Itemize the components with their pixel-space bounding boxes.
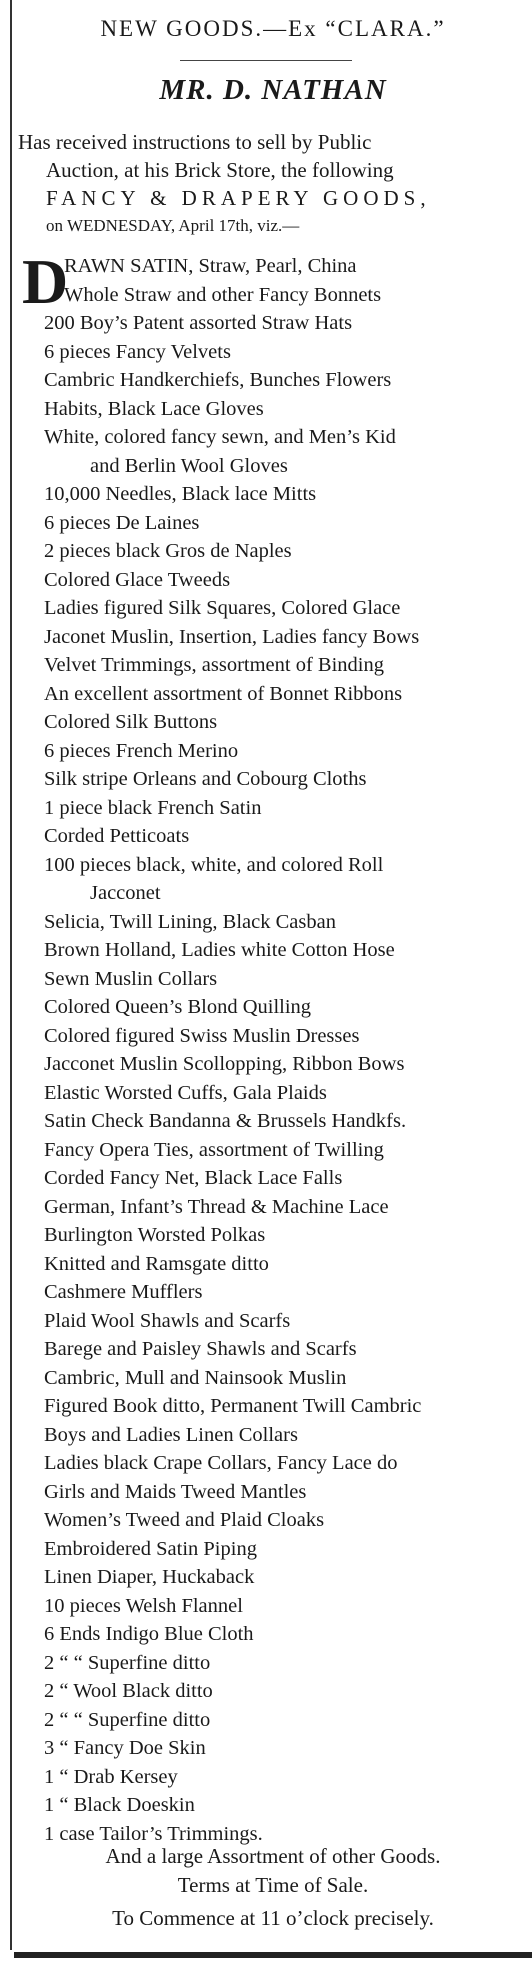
list-item: Corded Fancy Net, Black Lace Falls: [44, 1167, 343, 1189]
list-item: 2 “ “ Superfine ditto: [44, 1708, 211, 1731]
list-item: Whole Straw and other Fancy Bonnets: [64, 283, 382, 306]
list-item: 100 pieces black, white, and colored Roll: [44, 853, 384, 876]
list-item: Jaconet Muslin, Insertion, Ladies fancy Bows: [44, 625, 420, 648]
list-item: Figured Book ditto, Permanent Twill Cambric: [44, 1395, 422, 1417]
list-item: German, Infant’s Thread & Machine Lace: [44, 1195, 389, 1218]
list-item: Satin Check Bandanna & Brussels Handkfs.: [44, 1110, 407, 1132]
list-item: White, colored fancy sewn, and Men’s Kid: [44, 426, 396, 448]
list-item: 200 Boy’s Patent assorted Straw Hats: [44, 312, 353, 334]
list-item: Boys and Ladies Linen Collars: [44, 1423, 298, 1446]
list-item: Cambric Handkerchiefs, Bunches Flowers: [44, 369, 392, 391]
list-item: Elastic Worsted Cuffs, Gala Plaids: [44, 1081, 327, 1104]
closing-notes: [14, 1842, 532, 1933]
list-item: Corded Petticoats: [44, 825, 190, 847]
intro-date-line: on WEDNESDAY, April 17th, viz.—: [46, 216, 300, 235]
list-item: 1 “ Black Doeskin: [44, 1794, 195, 1816]
list-item: 2 “ “ Superfine ditto: [44, 1651, 211, 1674]
start-time-line: To Commence at 11 o’clock precisely.: [112, 1906, 434, 1930]
drop-cap: D: [22, 246, 69, 317]
list-item: 6 Ends Indigo Blue Cloth: [44, 1623, 254, 1645]
bottom-rule: [14, 1952, 532, 1958]
list-item: 6 pieces French Merino: [44, 739, 239, 762]
list-item: 6 pieces De Laines: [44, 511, 200, 534]
list-item: Burlington Worsted Polkas: [44, 1224, 266, 1246]
terms-line: Terms at Time of Sale.: [177, 1873, 369, 1897]
list-item: Colored Queen’s Blond Quilling: [44, 996, 312, 1018]
list-item: Linen Diaper, Huckaback: [44, 1566, 255, 1588]
list-item: Ladies black Crape Collars, Fancy Lace do: [44, 1452, 398, 1474]
intro-paragraph: [18, 128, 532, 240]
goods-list: [44, 252, 532, 1848]
list-item: Ladies figured Silk Squares, Colored Glace: [44, 597, 401, 619]
list-item: Brown Holland, Ladies white Cotton Hose: [44, 939, 395, 961]
list-item: Plaid Wool Shawls and Scarfs: [44, 1309, 291, 1332]
list-item: Velvet Trimmings, assortment of Binding: [44, 654, 384, 676]
list-item: Habits, Black Lace Gloves: [44, 397, 264, 420]
list-item: Embroidered Satin Piping: [44, 1537, 257, 1560]
list-item: 10,000 Needles, Black lace Mitts: [44, 483, 317, 505]
list-item: Girls and Maids Tweed Mantles: [44, 1480, 307, 1503]
ad-headline: NEW GOODS.—Ex “CLARA.”: [100, 16, 446, 41]
intro-line: Auction, at his Brick Store, the following: [46, 158, 394, 182]
list-item: An excellent assortment of Bonnet Ribbons: [44, 682, 403, 705]
list-item: 2 “ Wool Black ditto: [44, 1680, 213, 1702]
intro-line: Has received instructions to sell by Public: [18, 130, 372, 154]
list-item: Cashmere Mufflers: [44, 1281, 203, 1303]
list-item: Jacconet: [90, 882, 161, 904]
list-item: 1 case Tailor’s Trimmings.: [44, 1822, 263, 1845]
list-item: Cambric, Mull and Nainsook Muslin: [44, 1366, 347, 1389]
list-item: 6 pieces Fancy Velvets: [44, 340, 231, 363]
list-item: 2 pieces black Gros de Naples: [44, 540, 292, 562]
left-column-rule: [10, 0, 12, 1950]
list-item: and Berlin Wool Gloves: [90, 454, 288, 477]
list-item: Silk stripe Orleans and Cobourg Cloths: [44, 768, 367, 790]
list-item: Barege and Paisley Shawls and Scarfs: [44, 1338, 357, 1360]
headline-rule: [180, 60, 352, 61]
list-item: 1 piece black French Satin: [44, 796, 262, 819]
list-item: 1 “ Drab Kersey: [44, 1765, 178, 1788]
auctioneer-name: MR. D. NATHAN: [159, 74, 387, 106]
list-item: Fancy Opera Ties, assortment of Twilling: [44, 1138, 384, 1161]
list-item: 10 pieces Welsh Flannel: [44, 1594, 243, 1617]
list-item: Colored Glace Tweeds: [44, 568, 231, 591]
list-item: 3 “ Fancy Doe Skin: [44, 1737, 206, 1759]
list-item: Colored figured Swiss Muslin Dresses: [44, 1024, 360, 1047]
list-item: Women’s Tweed and Plaid Cloaks: [44, 1509, 325, 1531]
closing-line: And a large Assortment of other Goods.: [105, 1844, 441, 1868]
list-item: Knitted and Ramsgate ditto: [44, 1252, 269, 1275]
list-item: Jacconet Muslin Scollopping, Ribbon Bows: [44, 1053, 405, 1075]
intro-goods-line: FANCY & DRAPERY GOODS,: [46, 186, 431, 210]
list-item: Sewn Muslin Collars: [44, 967, 218, 990]
list-item: Selicia, Twill Lining, Black Casban: [44, 910, 336, 933]
list-item: Colored Silk Buttons: [44, 711, 218, 733]
list-item: RAWN SATIN, Straw, Pearl, China: [64, 255, 357, 277]
